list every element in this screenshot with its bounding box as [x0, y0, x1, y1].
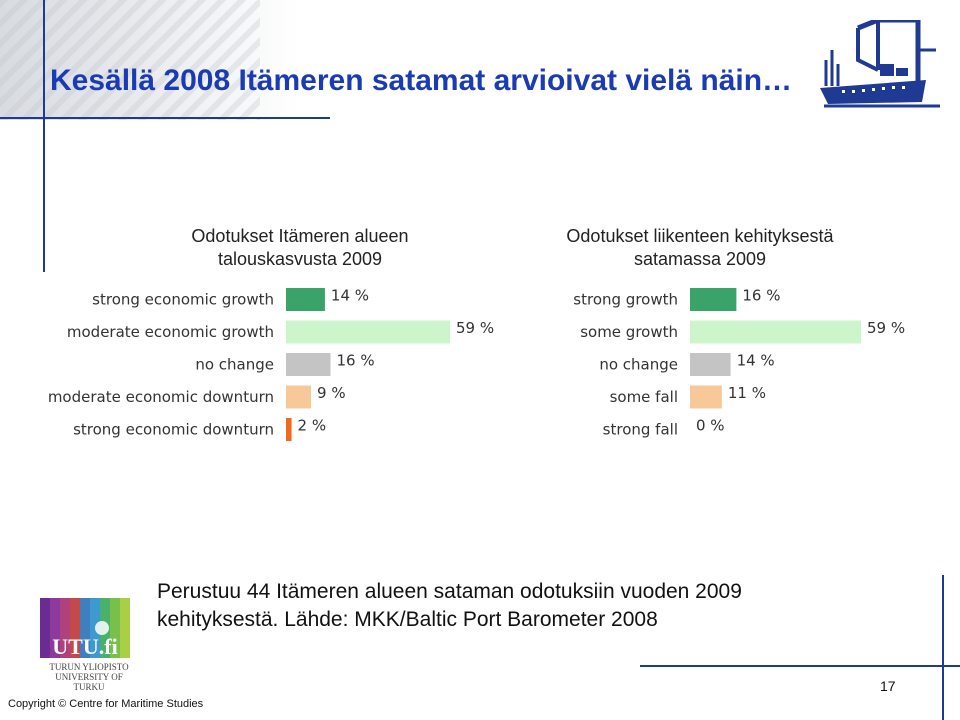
chart2-bar: [690, 386, 722, 409]
source-note-line1: Perustuu 44 Itämeren alueen sataman odotuksiin vuoden 2009: [157, 580, 742, 603]
chart2-category-label: some growth: [580, 323, 678, 341]
title-background-pattern: [0, 0, 260, 120]
chart2-category-label: some fall: [609, 388, 678, 406]
chart1-value-label: 14 %: [330, 286, 370, 305]
chart2-value-label: 59 %: [867, 319, 906, 337]
chart1-value-label: 9 %: [317, 384, 346, 402]
chart2-category-label: strong growth: [573, 290, 678, 309]
right-accent-line: [942, 575, 944, 720]
chart2-bar: [690, 321, 861, 344]
left-accent-line: [43, 0, 45, 272]
source-note: [157, 578, 742, 634]
chart1-bar: [286, 321, 450, 344]
chart1-title-line1: Odotukset Itämeren alueen: [191, 226, 409, 246]
chart1-category-label: strong economic downturn: [73, 420, 274, 439]
traffic-development-bar-chart: [540, 284, 930, 449]
chart2-category-label: strong fall: [602, 420, 678, 439]
chart1-title: [150, 225, 450, 271]
chart2-title-line2: satamassa 2009: [633, 249, 767, 269]
university-name-fi: TURUN YLIOPISTO: [49, 662, 129, 672]
page-number: 17: [880, 678, 896, 694]
chart2-category-label: no change: [599, 355, 678, 374]
university-name-en: UNIVERSITY OF TURKU: [55, 672, 123, 692]
chart1-value-label: 59 %: [456, 319, 495, 337]
chart2-value-label: 11 %: [727, 384, 766, 402]
chart2-value-label: 14 %: [736, 351, 775, 370]
port-ship-logo-icon: [818, 20, 942, 112]
slide-title: Kesällä 2008 Itämeren satamat arvioivat vielä näin…: [50, 64, 793, 97]
footer-accent-line: [640, 665, 960, 667]
title-underline: [0, 117, 330, 119]
chart1-bar: [286, 386, 311, 409]
chart1-title-line2: talouskasvusta 2009: [217, 249, 383, 269]
chart2-title-line1: Odotukset liikenteen kehityksestä: [566, 226, 834, 246]
chart2-bar: [690, 288, 736, 311]
chart2-bar: [690, 353, 731, 376]
chart2-value-label: 0 %: [696, 416, 725, 435]
chart1-value-label: 16 %: [336, 351, 375, 370]
chart1-category-label: no change: [195, 355, 274, 374]
chart2-title: [520, 225, 880, 271]
chart1-category-label: moderate economic downturn: [47, 388, 274, 406]
chart2-value-label: 16 %: [742, 286, 781, 305]
chart1-category-label: strong economic growth: [92, 290, 274, 309]
chart1-value-label: 2 %: [297, 416, 327, 435]
source-note-line2: kehityksestä. Lähde: MKK/Baltic Port Barometer 2008: [157, 608, 658, 631]
university-name: [41, 662, 137, 692]
chart1-category-label: moderate economic growth: [66, 323, 274, 341]
copyright-notice: Copyright © Centre for Maritime Studies: [8, 698, 204, 710]
university-logo-text: UTU.fi: [52, 634, 118, 659]
chart1-bar: [286, 418, 292, 441]
chart1-bar: [286, 353, 330, 376]
economic-growth-bar-chart: [40, 284, 520, 449]
chart1-bar: [286, 288, 325, 311]
